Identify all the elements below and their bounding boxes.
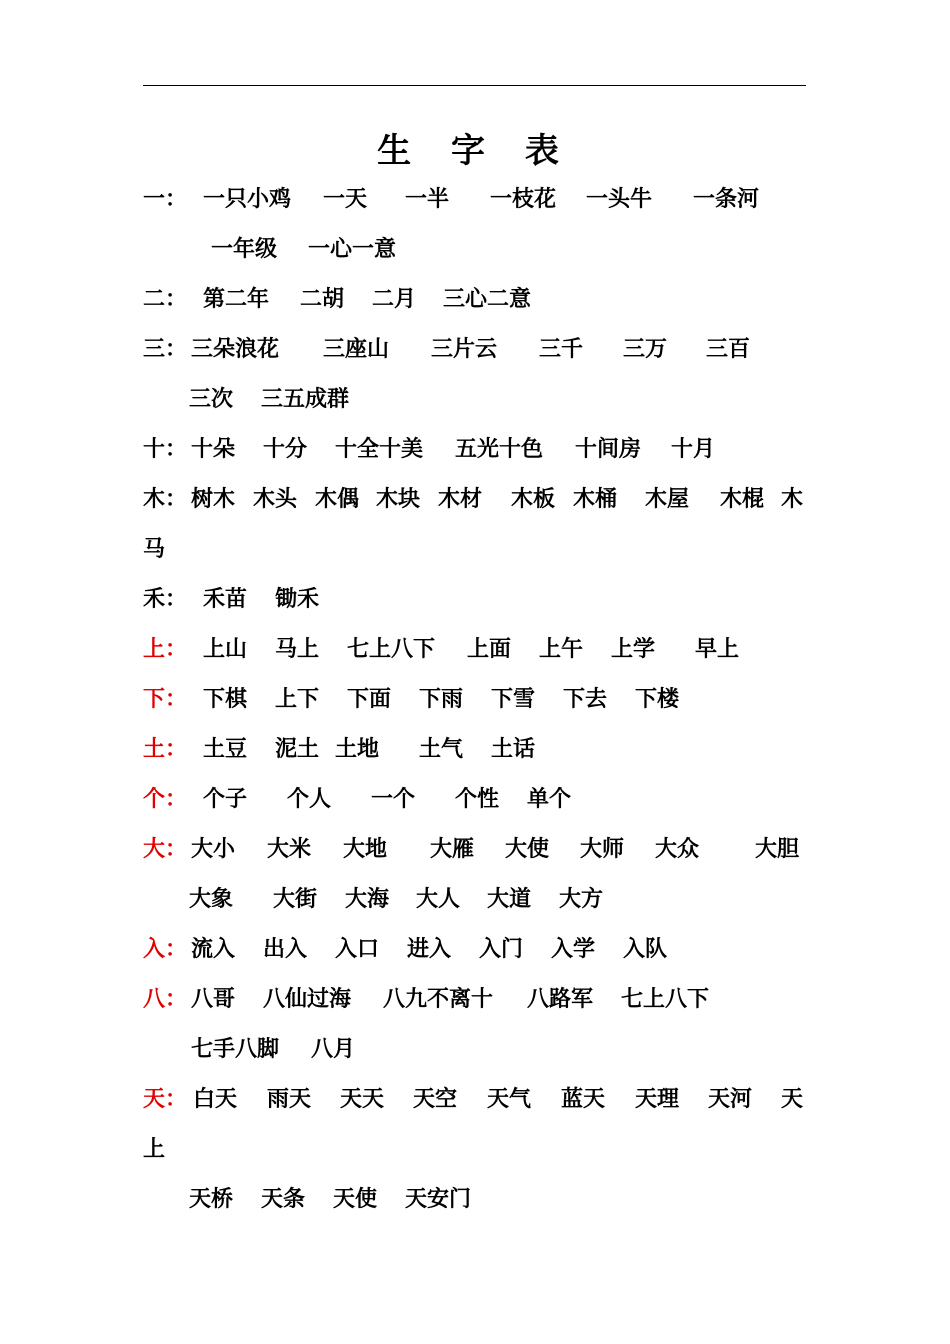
entry-head-colon: ： [165,287,188,312]
vocab-word: 木材 [438,487,483,512]
vocab-word: 入学 [551,937,596,962]
vocab-word: 禾苗 [203,587,248,612]
entry-head-colon: ： [165,1087,188,1112]
vocab-word: 五光十色 [455,437,544,462]
vocab-word: 流入 [191,937,236,962]
vocab-word: 一条河 [693,187,760,212]
vocab-word: 出入 [263,937,308,962]
vocab-word: 土豆 [203,737,248,762]
entry-head-char: 禾 [143,587,166,612]
vocab-word: 三心二意 [443,287,532,312]
vocab-word: 大海 [345,887,390,912]
vocab-word: 上午 [539,637,584,662]
vocab-word: 木桶 [573,487,618,512]
vocab-word: 下去 [563,687,608,712]
vocab-word: 大人 [416,887,461,912]
vocab-word: 蓝天 [561,1087,606,1112]
vocab-word: 大师 [580,837,625,862]
vocab-word: 三千 [539,337,584,362]
vocab-word: 天理 [635,1087,680,1112]
page-title: 生 字 表 [377,131,573,171]
vocab-word: 三座山 [323,337,390,362]
entry-head-colon: ： [165,337,188,362]
entry-head-colon: ： [165,187,188,212]
vocab-word: 木屋 [645,487,690,512]
vocab-word: 上山 [203,637,248,662]
vocab-word: 二胡 [300,287,345,312]
vocab-word: 上 [143,1137,166,1162]
vocab-word: 大雁 [430,837,475,862]
entry-head-char: 入 [143,937,166,962]
vocab-word: 大地 [343,837,388,862]
vocab-word: 大胆 [755,837,800,862]
vocab-word: 一天 [323,187,368,212]
entry-head-char: 二 [143,287,166,312]
vocab-word: 三片云 [431,337,498,362]
vocab-word: 下楼 [635,687,680,712]
vocab-word: 第二年 [203,287,270,312]
entry-head-char: 大 [143,837,166,862]
entry-head-colon: ： [165,787,188,812]
vocab-word: 三朵浪花 [191,337,280,362]
vocab-word: 入队 [623,937,668,962]
vocab-word: 七上八下 [347,637,436,662]
entry-head-char: 下 [143,687,166,712]
entry-head-colon: ： [165,837,188,862]
vocab-word: 天 [781,1087,804,1112]
vocab-word: 大道 [487,887,532,912]
vocab-word: 下雪 [491,687,536,712]
vocab-word: 十月 [671,437,716,462]
vocab-word: 十全十美 [335,437,424,462]
vocab-word: 八仙过海 [263,987,352,1012]
vocab-word: 锄禾 [275,587,320,612]
vocab-word: 个性 [455,787,500,812]
vocab-word: 泥土 [275,737,320,762]
vocab-word: 土话 [491,737,536,762]
entry-head-char: 三 [143,337,166,362]
vocab-word: 树木 [191,487,236,512]
vocab-word: 马 [143,537,166,562]
vocab-word: 一枝花 [490,187,557,212]
entry-head-colon: ： [165,937,188,962]
vocab-word: 入门 [479,937,524,962]
entry-head-char: 天 [143,1087,166,1112]
vocab-word: 进入 [407,937,452,962]
vocab-word: 大方 [559,887,604,912]
vocab-word: 大众 [655,837,700,862]
vocab-word: 十间房 [575,437,642,462]
vocab-word: 下面 [347,687,392,712]
vocab-word: 一个 [371,787,416,812]
vocab-word: 三五成群 [261,387,350,412]
vocab-word: 木 [781,487,804,512]
vocab-word: 三万 [623,337,668,362]
entry-head-colon: ： [165,987,188,1012]
vocab-word: 大使 [505,837,550,862]
vocab-word: 个子 [203,787,248,812]
vocab-word: 土地 [335,737,380,762]
vocab-word: 三次 [189,387,234,412]
vocab-word: 白天 [193,1087,238,1112]
vocab-word: 木棍 [720,487,765,512]
vocab-word: 天河 [708,1087,753,1112]
vocab-word: 单个 [527,787,572,812]
vocab-word: 一半 [405,187,450,212]
vocab-word: 大象 [189,887,234,912]
vocab-word: 一年级 [211,237,278,262]
vocab-word: 七手八脚 [191,1037,280,1062]
vocab-word: 二月 [372,287,417,312]
vocab-word: 一头牛 [586,187,653,212]
entry-head-colon: ： [165,687,188,712]
vocab-word: 上面 [467,637,512,662]
vocab-word: 马上 [275,637,320,662]
entry-head-char: 上 [143,637,166,662]
vocab-word: 天气 [487,1087,532,1112]
entry-head-char: 八 [143,987,166,1012]
vocab-word: 大米 [267,837,312,862]
vocab-word: 十分 [263,437,308,462]
entry-head-char: 十 [143,437,166,462]
vocab-word: 一心一意 [308,237,397,262]
vocab-word: 木头 [253,487,298,512]
entry-head-colon: ： [165,587,188,612]
vocab-word: 三百 [706,337,751,362]
vocab-word: 八月 [311,1037,356,1062]
vocab-word: 天空 [413,1087,458,1112]
vocab-word: 大街 [273,887,318,912]
vocab-word: 木块 [376,487,421,512]
vocab-word: 下雨 [419,687,464,712]
entry-head-colon: ： [165,487,188,512]
vocab-word: 木偶 [315,487,360,512]
vocab-word: 十朵 [191,437,236,462]
entry-head-colon: ： [165,637,188,662]
vocab-word: 天桥 [189,1187,234,1212]
entry-head-char: 土 [143,737,166,762]
vocab-word: 入口 [335,937,380,962]
entry-head-colon: ： [165,437,188,462]
vocab-word: 天安门 [405,1187,472,1212]
vocab-word: 土气 [419,737,464,762]
vocab-word: 八九不离十 [383,987,494,1012]
vocab-word: 木板 [511,487,556,512]
vocab-word: 七上八下 [621,987,710,1012]
vocab-word: 天使 [333,1187,378,1212]
vocab-word: 上下 [275,687,320,712]
vocab-word: 天条 [261,1187,306,1212]
vocab-word: 八路军 [527,987,594,1012]
entry-head-colon: ： [165,737,188,762]
header-rule [143,85,806,86]
vocab-word: 个人 [287,787,332,812]
vocab-word: 八哥 [191,987,236,1012]
entry-head-char: 个 [143,787,166,812]
vocab-word: 雨天 [267,1087,312,1112]
vocab-word: 上学 [611,637,656,662]
vocab-word: 天天 [340,1087,385,1112]
vocab-word: 大小 [191,837,236,862]
vocab-word: 一只小鸡 [203,187,292,212]
entry-head-char: 一 [143,187,166,212]
vocab-word: 早上 [695,637,740,662]
entry-head-char: 木 [143,487,166,512]
vocab-word: 下棋 [203,687,248,712]
